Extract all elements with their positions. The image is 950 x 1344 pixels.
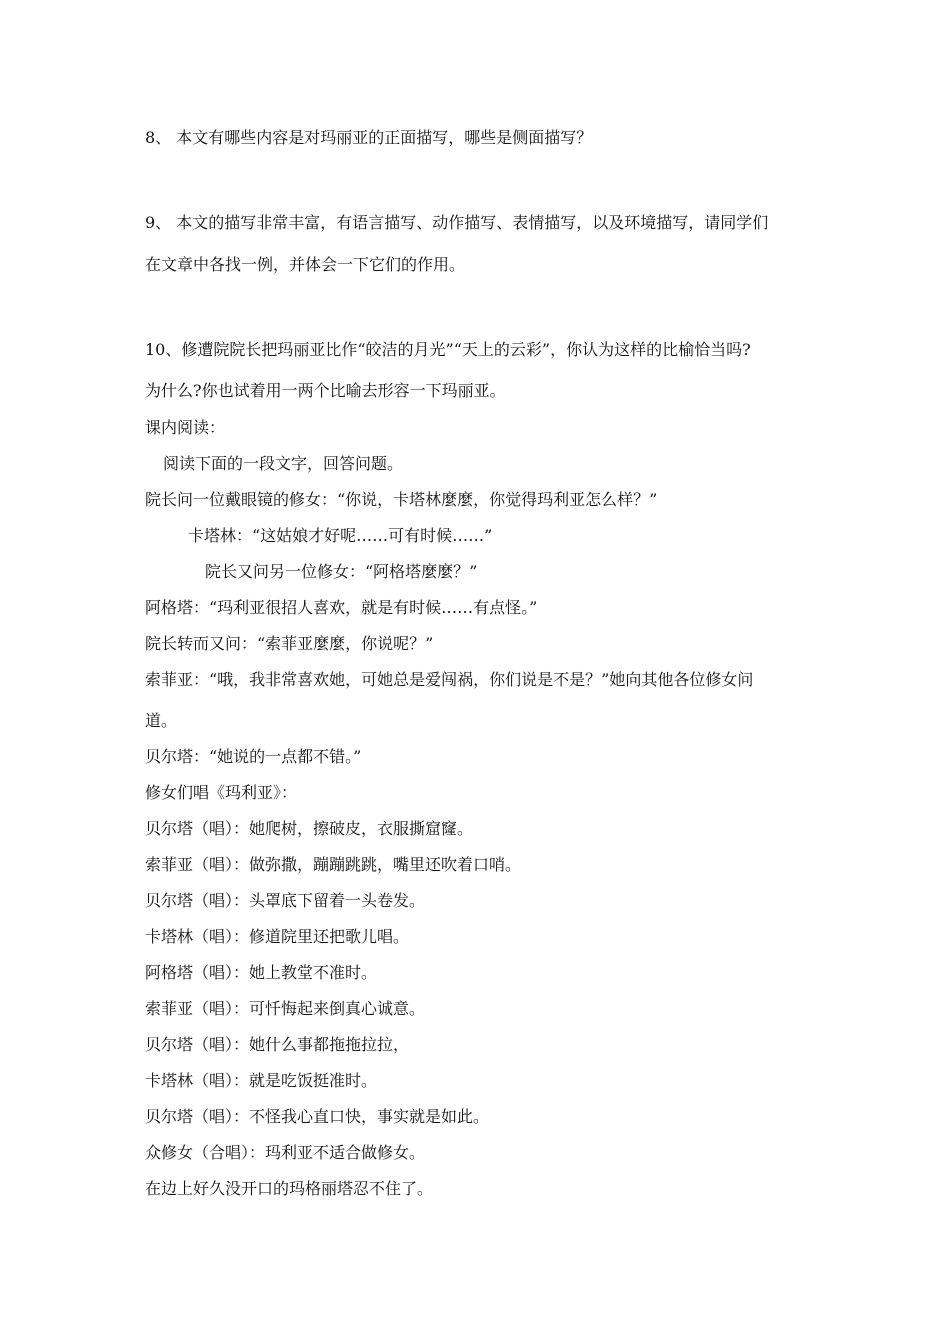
passage-line: 索菲亚：“哦，我非常喜欢她，可她总是爱闯祸，你们说是不是？”她向其他各位修女问 — [145, 670, 754, 689]
passage-line: 院长转而又问：“索菲亚麼麼，你说呢？” — [145, 634, 434, 653]
passage-line: 贝尔塔（唱）：她什么事都拖拖拉拉， — [145, 1035, 410, 1054]
passage-line: 修女们唱《玛利亚》： — [145, 783, 298, 802]
question-10-line-1: 10、修遭院院长把玛丽亚比作“皎洁的月光”“天上的云彩”，你认为这样的比榆恰当吗? — [145, 340, 751, 359]
passage-line: 院长又问另一位修女：“阿格塔麼麼？” — [205, 562, 478, 581]
section-instruction: 阅读下面的一段文字，回答问题。 — [163, 454, 404, 473]
question-9-line-1: 9、 本文的描写非常丰富，有语言描写、动作描写、表情描写，以及环境描写，请同学们 — [145, 213, 769, 232]
question-8: 8、 本文有哪些内容是对玛丽亚的正面描写，哪些是侧面描写？ — [145, 128, 593, 147]
passage-line: 贝尔塔（唱）：她爬树，擦破皮，衣服撕窟窿。 — [145, 819, 474, 838]
question-10-line-2: 为什么?你也试着用一两个比喻去形容一下玛丽亚。 — [145, 381, 506, 400]
passage-line: 阿格塔（唱）：她上教堂不准时。 — [145, 963, 378, 982]
passage-line: 众修女（合唱）：玛利亚不适合做修女。 — [145, 1143, 426, 1162]
passage-line: 贝尔塔（唱）：头罩底下留着一头卷发。 — [145, 891, 426, 910]
section-heading: 课内阅读： — [145, 418, 226, 437]
passage-line: 贝尔塔（唱）：不怪我心直口快，事实就是如此。 — [145, 1107, 490, 1126]
passage-line: 卡塔林：“这姑娘才好呢……可有时候……” — [188, 526, 493, 545]
passage-line: 道。 — [145, 711, 178, 730]
passage-line: 在边上好久没开口的玛格丽塔忍不住了。 — [145, 1179, 434, 1198]
question-9-line-2: 在文章中各找一例，并体会一下它们的作用。 — [145, 255, 466, 274]
passage-line: 卡塔林（唱）：就是吃饭挺准时。 — [145, 1071, 378, 1090]
passage-line: 索菲亚（唱）：可忏悔起来倒真心诚意。 — [145, 999, 426, 1018]
passage-line: 索菲亚（唱）：做弥撒，蹦蹦跳跳，嘴里还吹着口哨。 — [145, 855, 522, 874]
passage-line: 院长问一位戴眼镜的修女：“你说，卡塔林麼麼，你觉得玛利亚怎么样？” — [145, 490, 658, 509]
passage-line: 贝尔塔：“她说的一点都不错。” — [145, 747, 362, 766]
passage-line: 阿格塔：“玛利亚很招人喜欢，就是有时候……有点怪。” — [145, 598, 538, 617]
passage-line: 卡塔林（唱）：修道院里还把歌儿唱。 — [145, 927, 410, 946]
